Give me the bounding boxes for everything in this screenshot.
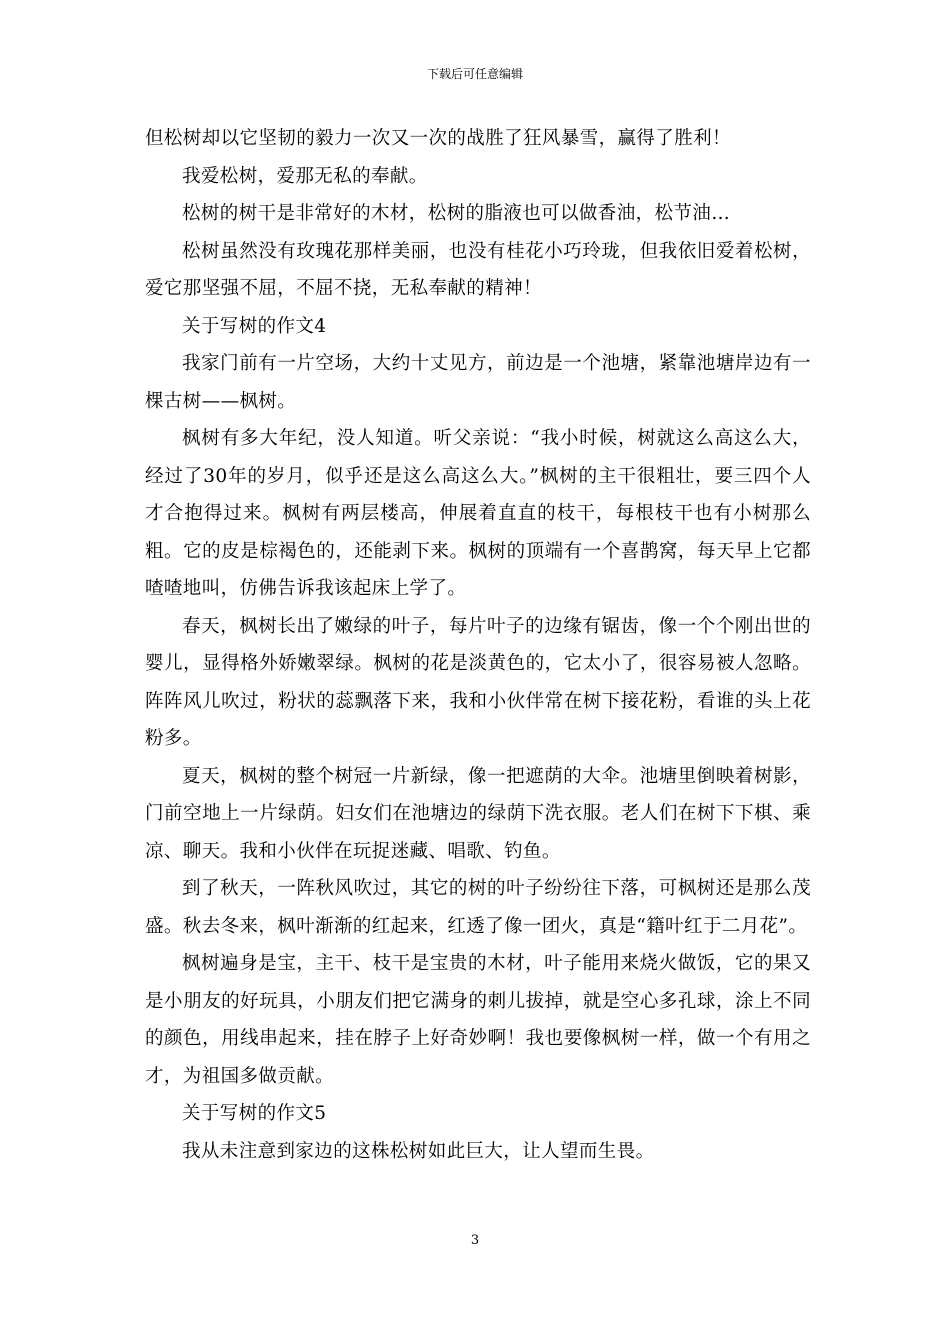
paragraph: 夏天，枫树的整个树冠一片新绿，像一把遮荫的大伞。池塘里倒映着树影，门前空地上一片绿荫。妇女们在池塘边的绿荫下洗衣服。老人们在树下下棋、乘凉、聊天。我和小伙伴在玩捉迷藏、唱歌、钓鱼。	[145, 765, 811, 862]
paragraph: 到了秋天，一阵秋风吹过，其它的树的叶子纷纷往下落，可枫树还是那么茂盛。秋去冬来，枫叶渐渐的红起来，红透了像一团火，真是“籍叶红于二月花”。	[145, 878, 811, 937]
paragraph: 枫树有多大年纪，没人知道。听父亲说：“我小时候，树就这么高这么大，经过了30年的岁月，似乎还是这么高这么大。”枫树的主干很粗壮，要三四个人才合抱得过来。枫树有两层楼高，伸展着直直的枝干，每根枝干也有小树那么粗。它的皮是棕褐色的，还能剥下来。枫树的顶端有一个喜鹊窝，每天早上它都喳喳地叫，仿佛告诉我该起床上学了。	[145, 428, 811, 599]
paragraph: 松树虽然没有玫瑰花那样美丽，也没有桂花小巧玲珑，但我依旧爱着松树，爱它那坚强不屈，不屈不挠，无私奉献的精神！	[145, 240, 811, 299]
paragraph: 我爱松树，爱那无私的奉献。	[182, 165, 428, 187]
paragraph: 我家门前有一片空场，大约十丈见方，前边是一个池塘，紧靠池塘岸边有一棵古树——枫树。	[145, 353, 811, 412]
page-header: 下载后可任意编辑	[426, 67, 523, 81]
section-heading: 关于写树的作文4	[182, 315, 327, 337]
paragraph: 枫树遍身是宝，主干、枝干是宝贵的木材，叶子能用来烧火做饭，它的果又是小朋友的好玩具，小朋友们把它满身的刺儿拔掉，就是空心多孔球，涂上不同的颜色，用线串起来，挂在脖子上好奇妙啊！我也要像枫树一样，做一个有用之才，为祖国多做贡献。	[145, 953, 811, 1087]
document-body	[145, 120, 811, 1170]
paragraph: 我从未注意到家边的这株松树如此巨大，让人望而生畏。	[182, 1140, 655, 1162]
paragraph: 松树的树干是非常好的木材，松树的脂液也可以做香油，松节油…	[182, 203, 731, 224]
paragraph: 但松树却以它坚韧的毅力一次又一次的战胜了狂风暴雪，赢得了胜利！	[145, 128, 731, 149]
section-heading: 关于写树的作文5	[182, 1103, 327, 1124]
paragraph: 春天，枫树长出了嫩绿的叶子，每片叶子的边缘有锯齿，像一个个刚出世的婴儿，显得格外娇嫩翠绿。枫树的花是淡黄色的，它太小了，很容易被人忽略。阵阵风儿吹过，粉状的蕊飘落下来，我和小伙伴常在树下接花粉，看谁的头上花粉多。	[145, 615, 811, 749]
page-number: 3	[470, 1233, 480, 1248]
